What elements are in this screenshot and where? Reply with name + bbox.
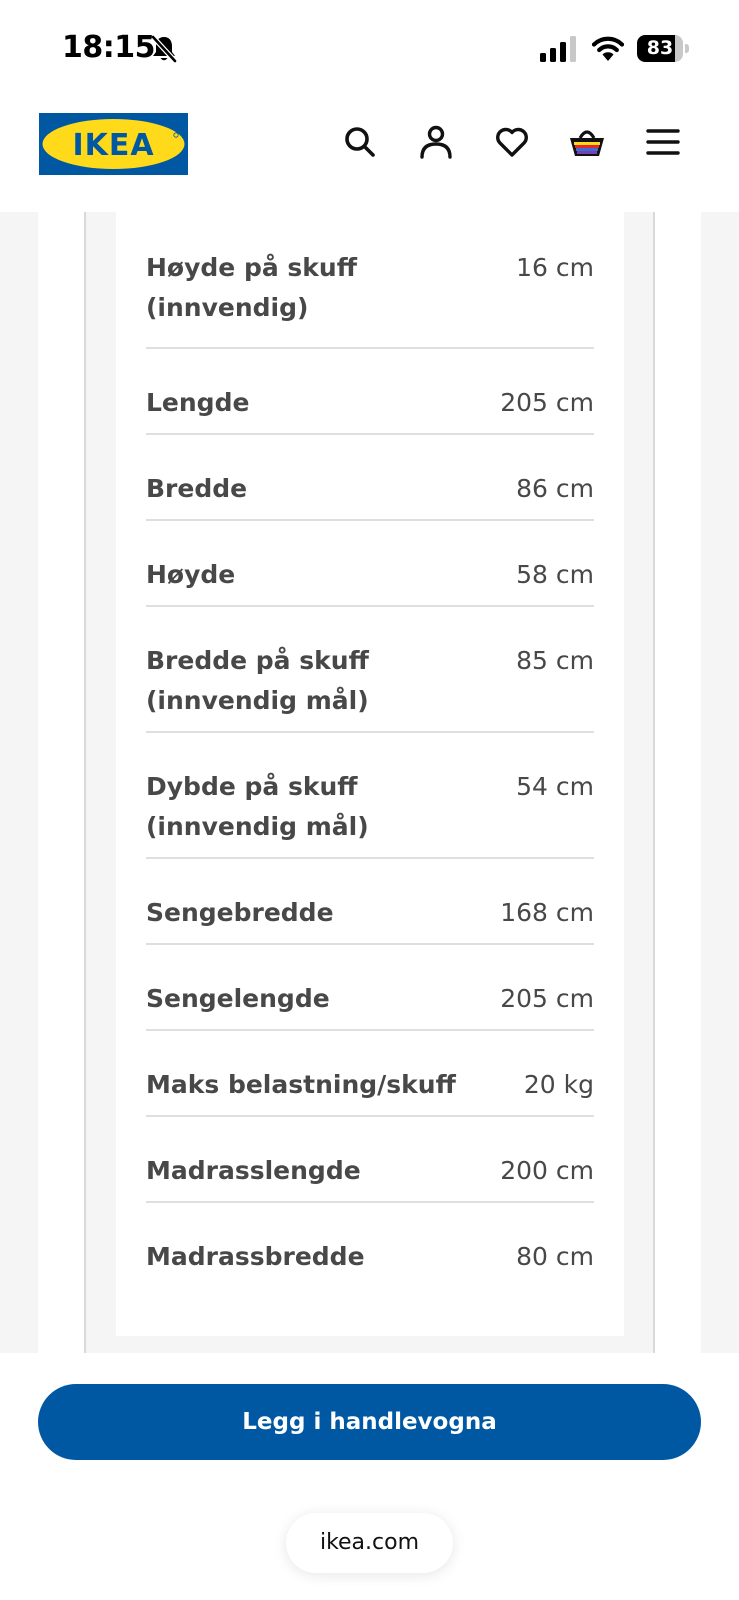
wifi-icon: [591, 34, 625, 62]
spec-label: Maks belastning/skuff: [146, 1070, 456, 1099]
spec-value: 20 kg: [523, 1070, 594, 1099]
browser-url-bar[interactable]: ikea.com: [286, 1513, 453, 1573]
spec-value: 58 cm: [516, 560, 594, 589]
spec-row: [146, 607, 594, 733]
spec-label: Bredde: [146, 474, 248, 503]
spec-row: [146, 1031, 594, 1117]
product-details-area[interactable]: [0, 212, 739, 1353]
spec-row: [146, 1203, 594, 1289]
ikea-logo[interactable]: [39, 113, 188, 175]
spec-row: [146, 212, 594, 349]
spec-label: Dybde på skuff (innvendig mål): [146, 772, 369, 841]
spec-label: Madrassbredde: [146, 1242, 365, 1271]
specifications-list: [146, 212, 594, 1289]
spec-label: Bredde på skuff (innvendig mål): [146, 646, 369, 715]
spec-label: Lengde: [146, 388, 250, 417]
battery-level-text: 83: [646, 37, 674, 59]
spec-row: [146, 435, 594, 521]
battery-indicator: [637, 35, 689, 62]
site-header: [0, 96, 739, 212]
spec-value: 168 cm: [500, 898, 594, 927]
spec-label: Høyde på skuff (innvendig): [146, 253, 357, 322]
cart-icon[interactable]: [567, 122, 607, 162]
status-time: 18:15: [62, 30, 155, 65]
svg-text:IKEA: IKEA: [72, 128, 155, 163]
menu-icon[interactable]: [643, 122, 683, 162]
spec-row: [146, 1117, 594, 1203]
spec-value: 85 cm: [516, 646, 594, 675]
add-to-cart-button[interactable]: Legg i handlevogna: [38, 1384, 701, 1460]
spec-value: 80 cm: [516, 1242, 594, 1271]
specifications-card: [116, 212, 624, 1336]
cellular-signal-icon: [540, 36, 578, 62]
spec-label: Sengelengde: [146, 984, 330, 1013]
spec-value: 205 cm: [500, 984, 594, 1013]
spec-value: 205 cm: [500, 388, 594, 417]
search-icon[interactable]: [340, 122, 380, 162]
account-icon[interactable]: [416, 122, 456, 162]
spec-value: 54 cm: [516, 772, 594, 801]
bell-off-icon: [150, 34, 178, 64]
spec-row: [146, 859, 594, 945]
spec-row: [146, 521, 594, 607]
battery-body: [637, 35, 683, 62]
spec-value: 200 cm: [500, 1156, 594, 1185]
heart-icon[interactable]: [492, 122, 532, 162]
spec-row: [146, 349, 594, 435]
spec-label: Sengebredde: [146, 898, 334, 927]
spec-label: Høyde: [146, 560, 236, 589]
spec-row: [146, 733, 594, 859]
spec-value: 16 cm: [516, 253, 594, 282]
spec-row: [146, 945, 594, 1031]
battery-tip: [685, 44, 689, 53]
bottom-bar: [0, 1353, 739, 1600]
status-bar: [0, 0, 739, 96]
spec-label: Madrasslengde: [146, 1156, 361, 1185]
spec-value: 86 cm: [516, 474, 594, 503]
